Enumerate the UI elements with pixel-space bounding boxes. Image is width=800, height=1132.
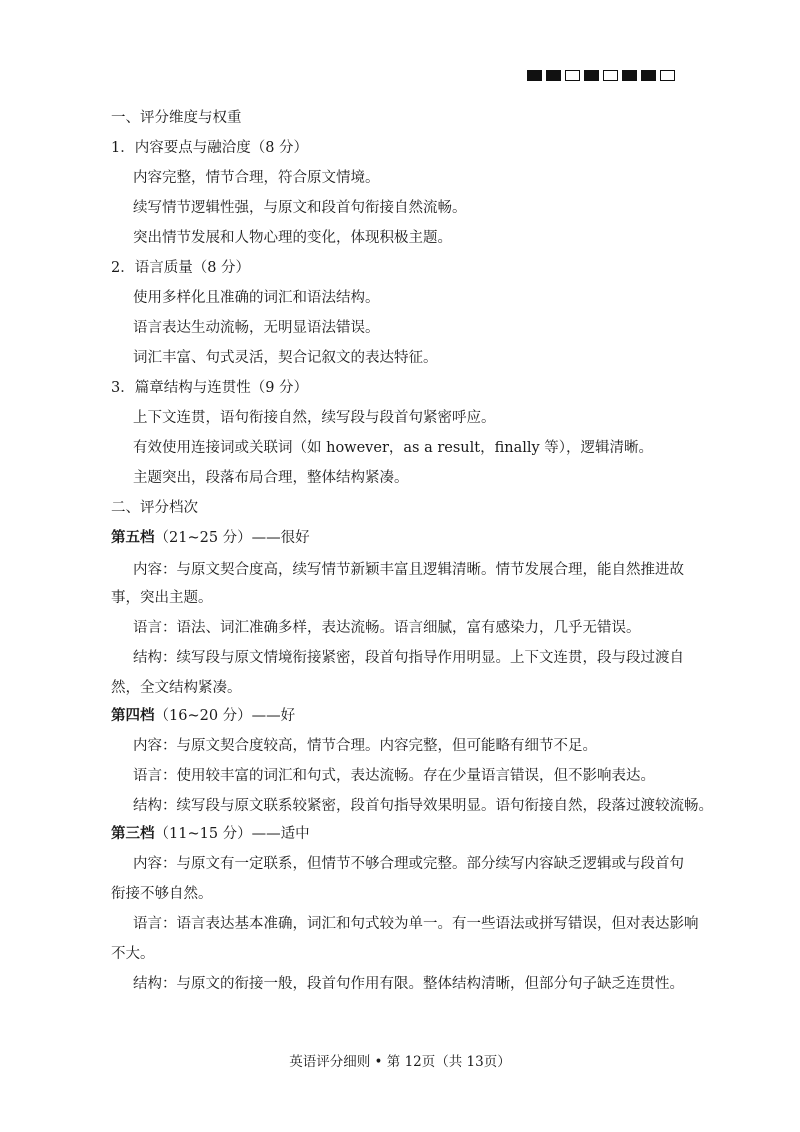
header-mark — [660, 70, 675, 81]
criterion-point: 有效使用连接词或关联词（如 however，as a result，finally 等），逻辑清晰。 — [133, 440, 654, 456]
level-line: 不大。 — [111, 946, 155, 962]
section-heading: 一、评分维度与权重 — [111, 110, 242, 126]
section-heading: 二、评分档次 — [111, 500, 198, 516]
header-marks — [527, 70, 675, 81]
level-line: 结构：续写段与原文情境衔接紧密，段首句指导作用明显。上下文连贯，段与段过渡自 — [133, 650, 684, 666]
level-line: 内容：与原文契合度较高，情节合理。内容完整，但可能略有细节不足。 — [133, 738, 597, 754]
criterion-title: 3．篇章结构与连贯性（9 分） — [111, 380, 309, 396]
criterion-point: 主题突出，段落布局合理，整体结构紧凑。 — [133, 470, 409, 486]
header-mark — [565, 70, 580, 81]
level-line: 结构：续写段与原文联系较紧密，段首句指导效果明显。语句衔接自然，段落过渡较流畅。 — [133, 798, 713, 814]
page-footer: 英语评分细则 • 第 12页（共 13页） — [289, 1054, 511, 1070]
criterion-point: 突出情节发展和人物心理的变化，体现积极主题。 — [133, 230, 452, 246]
criterion-title: 2．语言质量（8 分） — [111, 260, 251, 276]
level-line: 语言：使用较丰富的词汇和句式，表达流畅。存在少量语言错误，但不影响表达。 — [133, 768, 655, 784]
level-name: 第三档 — [111, 825, 155, 842]
level-range: （21~25 分）——很好 — [154, 530, 310, 546]
criterion-title: 1．内容要点与融洽度（8 分） — [111, 140, 309, 156]
criterion-point: 使用多样化且准确的词汇和语法结构。 — [133, 290, 380, 306]
level-line: 语言：语言表达基本准确，词汇和句式较为单一。有一些语法或拼写错误，但对表达影响 — [133, 916, 699, 932]
level-name: 第四档 — [111, 707, 155, 724]
header-mark — [584, 70, 599, 81]
header-mark — [641, 70, 656, 81]
criterion-point: 续写情节逻辑性强，与原文和段首句衔接自然流畅。 — [133, 200, 467, 216]
level-heading — [111, 528, 310, 548]
level-name: 第五档 — [111, 529, 155, 546]
level-line: 内容：与原文有一定联系，但情节不够合理或完整。部分续写内容缺乏逻辑或与段首句 — [133, 856, 684, 872]
criterion-point: 词汇丰富、句式灵活，契合记叙文的表达特征。 — [133, 350, 438, 366]
header-mark — [546, 70, 561, 81]
criterion-point: 上下文连贯，语句衔接自然，续写段与段首句紧密呼应。 — [133, 410, 496, 426]
level-heading — [111, 824, 310, 844]
level-line: 语言：语法、词汇准确多样，表达流畅。语言细腻，富有感染力，几乎无错误。 — [133, 620, 641, 636]
level-range: （11~15 分）——适中 — [154, 826, 310, 842]
level-line: 内容：与原文契合度高，续写情节新颖丰富且逻辑清晰。情节发展合理，能自然推进故 — [133, 562, 684, 578]
criterion-point: 内容完整，情节合理，符合原文情境。 — [133, 170, 380, 186]
header-mark — [603, 70, 618, 81]
level-line: 结构：与原文的衔接一般，段首句作用有限。整体结构清晰，但部分句子缺乏连贯性。 — [133, 976, 684, 992]
level-range: （16~20 分）——好 — [154, 708, 296, 724]
level-line: 然，全文结构紧凑。 — [111, 680, 242, 696]
header-mark — [527, 70, 542, 81]
header-mark — [622, 70, 637, 81]
level-line: 衔接不够自然。 — [111, 886, 213, 902]
level-line: 事，突出主题。 — [111, 590, 213, 606]
level-heading — [111, 706, 295, 726]
criterion-point: 语言表达生动流畅，无明显语法错误。 — [133, 320, 380, 336]
